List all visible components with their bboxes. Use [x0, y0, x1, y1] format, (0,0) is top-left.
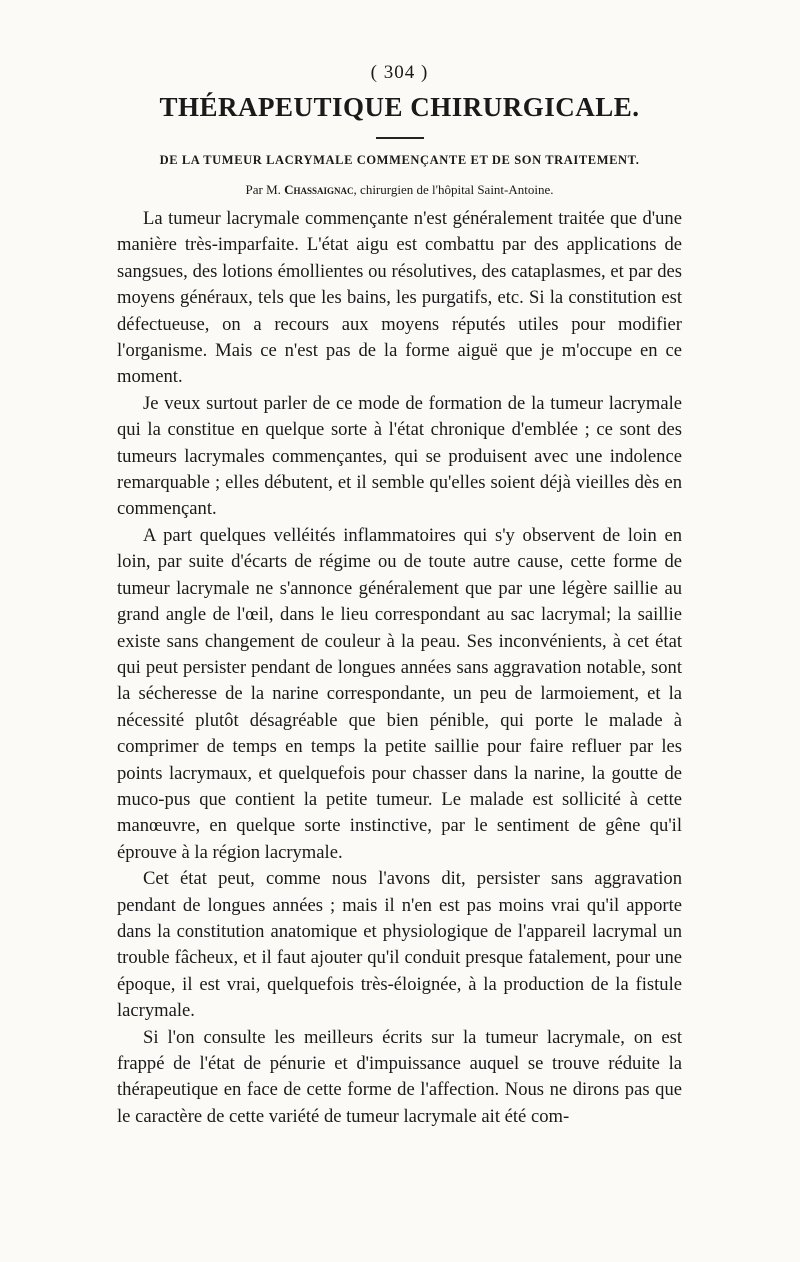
- paragraph-4: Cet état peut, comme nous l'avons dit, persister sans aggravation pendant de longues années ; mais il n'en est pas moins vrai qu'il apporte dans la constitution anatomique et physiologique de l'appareil lacrymal un trouble fâcheux, et il faut ajouter qu'il conduit presque fatalement, pour une époque, il est vrai, quelquefois très-éloignée, à la production de la fistule lacrymale.: [117, 868, 682, 1022]
- paragraph-3: A part quelques velléités inflammatoires qui s'y observent de loin en loin, par suite d'écarts de régime ou de toute autre cause, cette forme de tumeur lacrymale ne s'annonce généralement que par une légère saillie au grand angle de l'œil, dans le lieu correspondant au sac lacrymal; la saillie existe sans changement de couleur à la peau. Ses inconvénients, à cet état qui peut persister pendant de longues années sans aggravation notable, sont la sécheresse de la narine correspondante, un peu de larmoiement, et la nécessité plutôt désagréable que bien pénible, qui porte le malade à comprimer de temps en temps la petite saillie pour faire refluer par les points lacrymaux, et quelquefois pour chasser dans la narine, la goutte de muco-pus que contient la petite tumeur. Le malade est sollicité à cette manœuvre, en quelque sorte instinctive, par le sentiment de gêne qu'il éprouve à la région lacrymale.: [117, 524, 682, 863]
- paragraph-5: Si l'on consulte les meilleurs écrits sur la tumeur lacrymale, on est frappé de l'état de pénurie et d'impuissance auquel se trouve réduite la thérapeutique en face de cette forme de l'affection. Nous ne dirons pas que le caractère de cette variété de tumeur lacrymale ait été com-: [117, 1026, 682, 1127]
- article-subtitle: DE LA TUMEUR LACRYMALE COMMENÇANTE ET DE SON TRAITEMENT.: [159, 153, 640, 167]
- byline-suffix: , chirurgien de l'hôpital Saint-Antoine.: [353, 182, 554, 197]
- section-title: THÉRAPEUTIQUE CHIRURGICALE.: [159, 92, 640, 122]
- author-byline: [117, 182, 682, 198]
- title-divider: [376, 137, 424, 139]
- byline-prefix: Par M.: [245, 182, 281, 197]
- page-number: ( 304 ): [370, 62, 429, 83]
- author-name: Chassaignac: [284, 182, 354, 197]
- paragraph-1: La tumeur lacrymale commençante n'est généralement traitée que d'une manière très-imparfaite. L'état aigu est combattu par des applications de sangsues, des lotions émollientes ou résolutives, des cataplasmes, et par des moyens généraux, tels que les bains, les purgatifs, etc. Si la constitution est défectueuse, on a recours aux moyens réputés utiles pour modifier l'organisme. Mais ce n'est pas de la forme aiguë que je m'occupe en ce moment.: [117, 208, 682, 388]
- paragraph-2: Je veux surtout parler de ce mode de formation de la tumeur lacrymale qui la constitue en quelque sorte à l'état chronique d'emblée ; ce sont des tumeurs lacrymales commençantes, qui se produisent avec une indolence remarquable ; elles débutent, et il semble qu'elles soient déjà vieilles dès en commençant.: [117, 392, 682, 520]
- article-body: [117, 206, 682, 1130]
